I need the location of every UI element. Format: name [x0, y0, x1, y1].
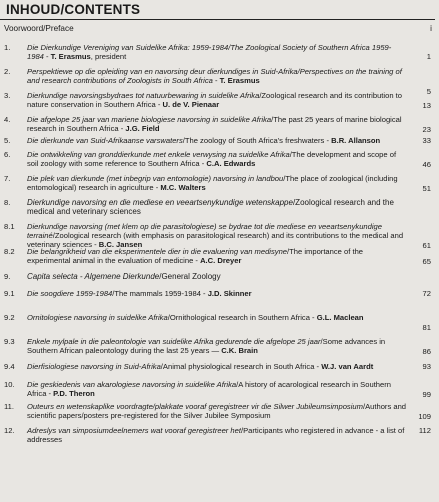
entry-page-number: 93: [422, 362, 431, 371]
entry-author: M.C. Walters: [160, 183, 206, 193]
entry-author: W.J. van Aardt: [321, 362, 374, 371]
entry-title-english: /The mammals 1959-1984 -: [112, 289, 208, 298]
entry-title-english: /Zoological research and its contribution to nature conservation in Southern Africa -: [27, 91, 402, 110]
entry-title-english: /Some advances in Southern African paleontology during the last 25 years —: [27, 337, 386, 356]
entry-number: 8.: [4, 198, 11, 207]
entry-title-afrikaans: Die afgelope 25 jaar van mariene biologiese navorsing in suidelike Afrika: [27, 115, 272, 124]
entry-page-number: 46: [422, 160, 431, 169]
preface-page: i: [430, 24, 432, 33]
entry-author: T. Erasmus: [50, 52, 91, 62]
entry-author: B.C. Jansen: [98, 240, 143, 250]
entry-title: [27, 380, 407, 398]
entry-title-english: /The past 25 years of marine biological research in Southern Africa -: [27, 115, 402, 134]
entry-page-number: 13: [422, 101, 431, 110]
entry-number: 3.: [4, 91, 11, 100]
entry-number: 7.: [4, 174, 11, 183]
entry-page-number: 81: [422, 323, 431, 332]
entry-author: B.R. Allanson: [331, 136, 381, 145]
entry-title-english: /The importance of the experimental animal in the evaluation of medicine -: [27, 247, 364, 266]
entry-title-english: -: [212, 76, 220, 86]
entry-title-afrikaans: Dierkundige navorsing (met klem op die parasitologiese) se bydrae tot die mediese en veeartsenykundige terrainé: [27, 222, 382, 241]
page-title: INHOUD/CONTENTS: [6, 2, 141, 17]
entry-number: 6.: [4, 150, 11, 159]
entry-title-afrikaans: Die Dierkundige Vereniging van Suidelike Afrika: 1959-1984/The Zoological Society of Southern Africa 1959-1984: [27, 43, 392, 62]
entry-page-number: 86: [422, 347, 431, 356]
entry-title-afrikaans: Ornitologiese navorsing in suidelike Afrika: [27, 313, 168, 322]
entry-title-english: /Ornithological research in Southern Africa -: [167, 313, 317, 322]
entry-page-number: 112: [418, 426, 431, 435]
entry-title: [27, 115, 407, 133]
entry-title-english: /The development and scope of soil zoology with some reference to Southern Africa -: [27, 150, 397, 169]
entry-title-english: /A history of acarological research in Southern Africa -: [27, 380, 392, 399]
entry-title-afrikaans: Die ontwikkeling van gronddierkunde met enkele verwysing na suidelike Afrika: [27, 150, 290, 159]
entry-title-afrikaans: Outeurs en wetenskaplike voordragte/plakkate vooraf geregistreer vir die Silwer Jubileumsimposium: [27, 402, 363, 411]
entry-author: P.D. Theron: [53, 389, 95, 399]
entry-title-afrikaans: Dierkundige navorsingsbydraes tot natuurbewaring in suidelike Afrika: [27, 91, 260, 100]
entry-title-english: /Authors and scientific papers/posters pre-registered for the Silver Jubilee Symposium: [27, 402, 407, 421]
entry-author: J.G. Field: [125, 124, 160, 134]
entry-page-number: 23: [422, 125, 431, 134]
entry-title: [27, 43, 407, 61]
entry-title-afrikaans: Die soogdiere 1959-1984: [27, 289, 113, 298]
entry-title: [27, 289, 407, 298]
entry-title: [27, 91, 407, 109]
entry-number: 5.: [4, 136, 11, 145]
entry-title-english: /Zoological research (with emphasis on parasitological research) and its contributions to the medical and veterinary sciences -: [27, 231, 404, 250]
entry-title-afrikaans: Enkele mylpale in die paleontologie van suidelike Afrika gedurende die afgelope 25 jaar: [27, 337, 321, 346]
contents-page: [0, 2, 439, 502]
entry-page-number: 1: [426, 52, 431, 61]
entry-author-role: , president: [90, 52, 127, 62]
entry-page-number: 51: [422, 184, 431, 193]
title-rule: [0, 19, 435, 20]
entry-number: 9.2: [4, 313, 15, 322]
entry-title: [27, 402, 407, 420]
entry-title-english: /The place of zoological (including entomological) research in agriculture -: [27, 174, 398, 193]
entry-page-number: 5: [426, 87, 431, 96]
entry-title: [27, 222, 407, 250]
entry-page-number: 72: [422, 289, 431, 298]
entry-title-afrikaans: Dierkundige navorsing en die mediese en veeartsenykundige wetenskappe: [27, 198, 293, 207]
entry-page-number: 61: [422, 241, 431, 250]
entry-title: [27, 362, 407, 371]
entry-title-english: -: [43, 52, 51, 62]
entry-title: [27, 337, 407, 355]
entry-title-english: /Animal physiological research in South Africa -: [160, 362, 322, 371]
entry-author: J.D. Skinner: [207, 289, 252, 298]
entry-title-afrikaans: Perspektiewe op die opleiding van en navorsing deur dierkundiges in Suid-Afrika/Perspectives on the training of and research contributions of Zoologists in South Africa: [27, 67, 402, 86]
entry-author: A.C. Dreyer: [200, 256, 242, 266]
entry-title: [27, 198, 407, 216]
entry-number: 12.: [4, 426, 15, 435]
entry-title: [27, 247, 407, 265]
entry-title: [27, 174, 407, 192]
entry-number: 11.: [4, 402, 14, 411]
entry-title: [27, 426, 407, 444]
entry-number: 8.2: [4, 247, 15, 256]
entry-author: C.A. Edwards: [206, 159, 256, 169]
entry-number: 9.4: [4, 362, 15, 371]
entry-number: 10.: [4, 380, 15, 389]
entry-page-number: 33: [422, 136, 431, 145]
entry-number: 2.: [4, 67, 11, 76]
entry-author: C.K. Brain: [221, 346, 258, 356]
preface-label: Voorwoord/Preface: [4, 24, 74, 33]
entry-title-afrikaans: Die geskiedenis van akarologiese navorsing in suidelike Afrika: [27, 380, 237, 389]
entry-title-english: /The zoology of South Africa's freshwaters -: [182, 136, 332, 145]
entry-number: 9.3: [4, 337, 15, 346]
entry-title-afrikaans: Capita selecta - Algemene Dierkunde: [27, 272, 160, 281]
entry-title-afrikaans: Die dierkunde van Suid-Afrikaanse varswaters: [27, 136, 183, 145]
entry-page-number: 65: [422, 257, 431, 266]
entry-title-afrikaans: Die plek van dierkunde (met inbegrip van entomologie) navorsing in landbou: [27, 174, 284, 183]
entry-title-afrikaans: Die belangrikheid van die eksperimentele dier in die evaluering van medisyne: [27, 247, 288, 256]
entry-page-number: 99: [422, 390, 431, 399]
entry-title-english: /Zoological research and the medical and veterinary sciences: [27, 198, 394, 217]
entry-title-english: /Participants who registered in advance - a list of addresses: [27, 426, 405, 445]
preface-entry[interactable]: [4, 24, 432, 33]
entry-title: [27, 136, 407, 145]
entry-title-english: /General Zoology: [159, 272, 221, 281]
entry-author: G.L. Maclean: [316, 313, 364, 322]
entry-number: 4.: [4, 115, 11, 124]
entry-number: 8.1: [4, 222, 15, 231]
entry-number: 9.1: [4, 289, 15, 298]
entry-title: [27, 67, 407, 85]
entry-title-afrikaans: Adreslys van simposiumdeelnemers wat vooraf geregistreer het: [27, 426, 241, 435]
entry-title: [27, 150, 407, 168]
entry-number: 9.: [4, 272, 11, 281]
entry-author: T. Erasmus: [219, 76, 260, 86]
entry-page-number: 109: [418, 412, 431, 421]
entry-title: [27, 313, 407, 322]
entry-title-afrikaans: Dierfisiologiese navorsing in Suid-Afrika: [27, 362, 161, 371]
entry-title: [27, 272, 407, 281]
entry-author: U. de V. Pienaar: [162, 100, 220, 110]
entry-number: 1.: [4, 43, 11, 52]
